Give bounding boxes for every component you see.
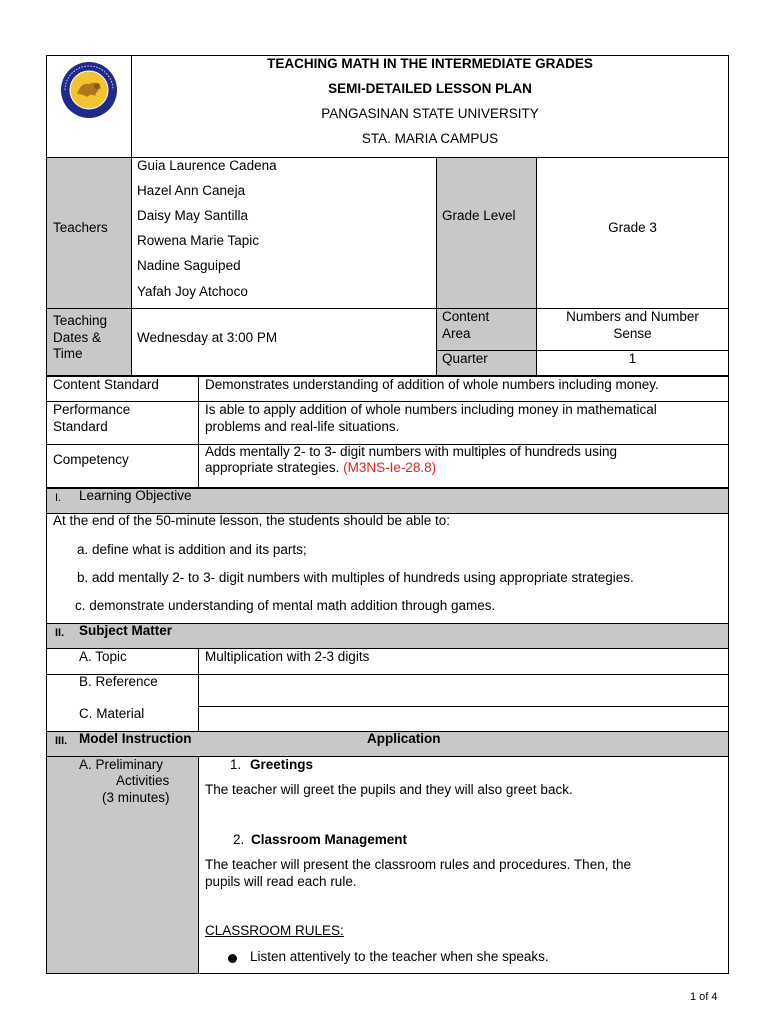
greetings-text: The teacher will greet the pupils and they will also greet back.	[205, 782, 573, 797]
teacher-name: Daisy May Santilla	[137, 208, 249, 223]
teacher-name: Yafah Joy Atchoco	[137, 284, 248, 299]
header-campus: STA. MARIA CAMPUS	[361, 131, 499, 146]
model-instruction-title: Model Instruction	[79, 731, 192, 746]
application-heading: Application	[367, 731, 441, 746]
preliminary-label: A. Preliminary	[79, 757, 164, 772]
header-university: PANGASINAN STATE UNIVERSITY	[321, 106, 539, 121]
header-plan-type: SEMI-DETAILED LESSON PLAN	[328, 81, 532, 96]
objective-numeral: I.	[55, 492, 62, 504]
content-area-label: Area	[442, 326, 471, 341]
objective-item: a. define what is addition and its parts;	[77, 542, 307, 557]
competency-value: Adds mentally 2- to 3- digit numbers with multiples of hundreds using	[205, 444, 617, 459]
greetings-number: 1.	[230, 757, 242, 772]
content-area-value: Numbers and Number	[566, 309, 699, 324]
objective-intro: At the end of the 50-minute lesson, the students should be able to:	[53, 513, 451, 528]
management-number: 2.	[233, 832, 245, 847]
schedule-label: Dates &	[53, 330, 102, 345]
university-seal-logo	[51, 60, 127, 120]
management-text: pupils will read each rule.	[205, 874, 357, 889]
grade-level-label: Grade Level	[442, 208, 516, 223]
teacher-name: Guia Laurence Cadena	[137, 158, 277, 173]
preliminary-label: Activities	[116, 773, 170, 788]
material-label: C. Material	[79, 706, 145, 721]
competency-code: (M3NS-Ie-28.8)	[343, 460, 437, 475]
content-standard-value: Demonstrates understanding of addition of whole numbers including money.	[205, 377, 659, 392]
performance-standard-label: Performance	[53, 402, 131, 417]
subject-matter-title: Subject Matter	[79, 623, 173, 638]
content-standard-label: Content Standard	[53, 377, 159, 392]
grade-level-value: Grade 3	[608, 220, 657, 235]
objective-title: Learning Objective	[79, 488, 192, 503]
teachers-label: Teachers	[53, 220, 108, 235]
management-title: Classroom Management	[251, 832, 408, 847]
topic-label: A. Topic	[79, 649, 127, 664]
teacher-name: Hazel Ann Caneja	[137, 183, 246, 198]
preliminary-duration: (3 minutes)	[102, 790, 170, 805]
schedule-value: Wednesday at 3:00 PM	[137, 330, 278, 345]
model-instruction-numeral: III.	[55, 735, 68, 747]
subject-matter-numeral: II.	[55, 627, 65, 639]
quarter-value: 1	[628, 351, 637, 366]
header-course-title: TEACHING MATH IN THE INTERMEDIATE GRADES	[267, 56, 593, 71]
content-area-value: Sense	[613, 326, 652, 341]
objective-item: c. demonstrate understanding of mental math addition through games.	[75, 598, 496, 613]
teacher-name: Nadine Saguiped	[137, 258, 241, 273]
management-text: The teacher will present the classroom rules and procedures. Then, the	[205, 857, 631, 872]
greetings-title: Greetings	[250, 757, 314, 772]
page-number: 1 of 4	[690, 991, 718, 1003]
classroom-rules-title: CLASSROOM RULES:	[205, 923, 344, 938]
performance-standard-value: Is able to apply addition of whole numbers including money in mathematical	[205, 402, 657, 417]
schedule-label: Time	[53, 346, 83, 361]
performance-standard-value: problems and real-life situations.	[205, 419, 400, 434]
quarter-label: Quarter	[442, 351, 488, 366]
bullet-icon	[228, 954, 237, 963]
topic-value: Multiplication with 2-3 digits	[205, 649, 370, 664]
content-area-label: Content	[442, 309, 490, 324]
schedule-label: Teaching	[53, 313, 108, 328]
classroom-rule-item: Listen attentively to the teacher when she speaks.	[250, 949, 549, 964]
reference-label: B. Reference	[79, 674, 158, 689]
teacher-name: Rowena Marie Tapic	[137, 233, 260, 248]
objective-item: b. add mentally 2- to 3- digit numbers with multiples of hundreds using appropriate strategies.	[77, 570, 634, 585]
competency-label: Competency	[53, 452, 129, 467]
performance-standard-label: Standard	[53, 419, 108, 434]
competency-value: appropriate strategies. (M3NS-Ie-28.8)	[205, 460, 437, 475]
